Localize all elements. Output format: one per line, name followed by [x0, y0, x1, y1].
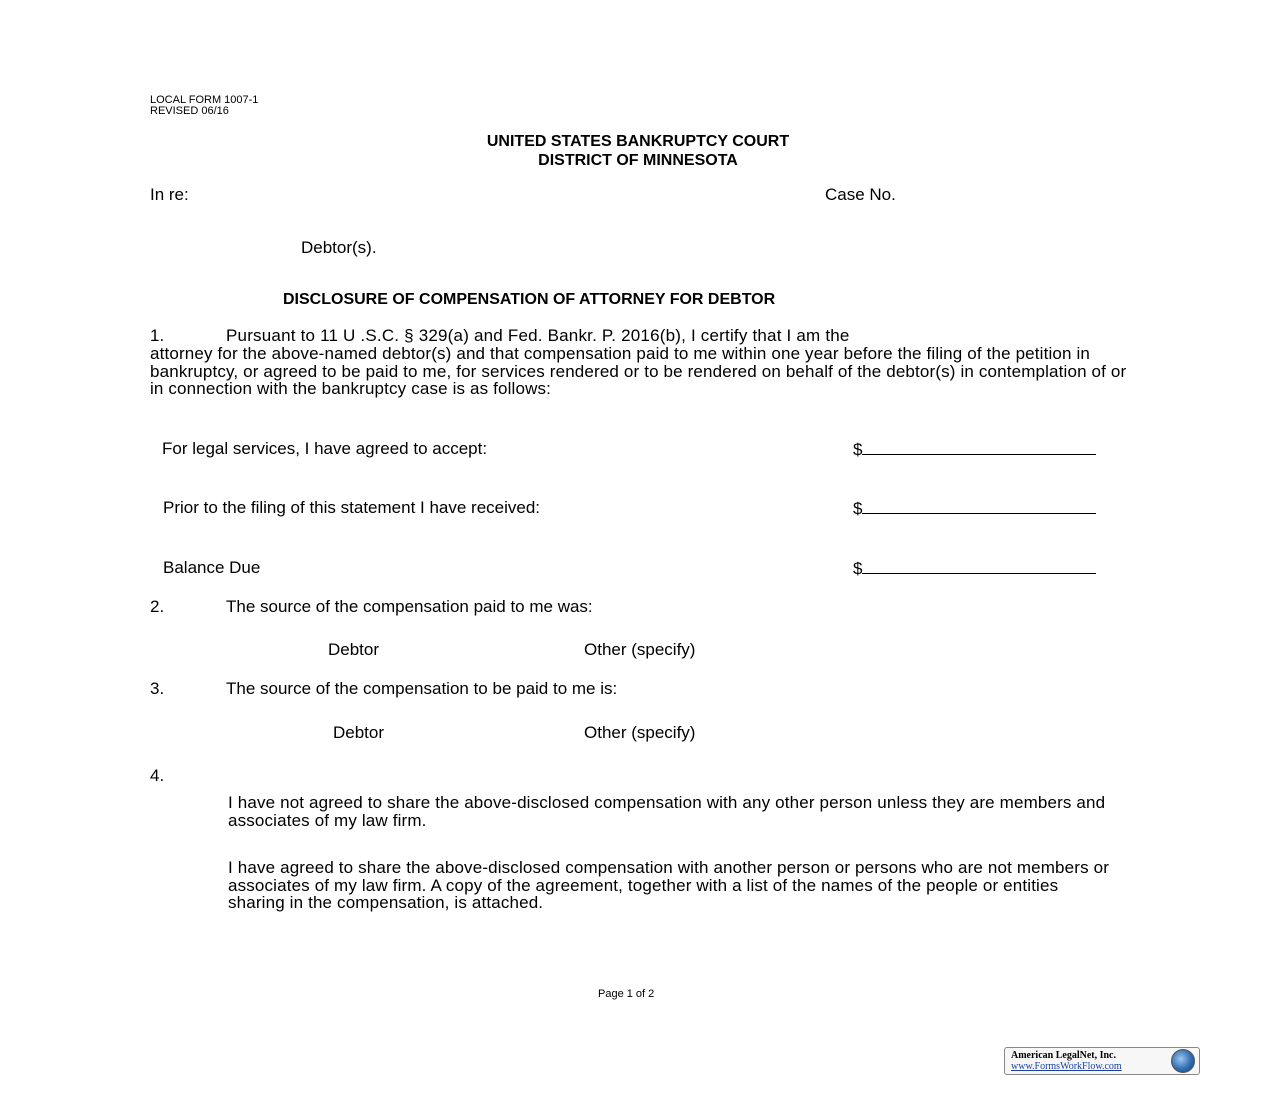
currency-symbol: $	[853, 559, 863, 578]
case-no-label: Case No.	[825, 185, 896, 204]
section3-option-debtor[interactable]: Debtor	[333, 723, 385, 742]
section1-continuation: attorney for the above-named debtor(s) and that compensation paid to me within one year before the filing of the petition in bankruptcy, or agreed to be paid to me, for services rendered or to be rendered on behalf of the debtor(s) in contemplation of or in connection with the bankruptcy case is as follows:	[150, 344, 1127, 398]
amount-blank[interactable]	[862, 559, 1096, 574]
section1-number: 1.	[150, 326, 165, 345]
amount-field-agreed[interactable]	[853, 440, 1096, 459]
globe-icon	[1171, 1049, 1195, 1073]
in-re-label: In re:	[150, 185, 189, 204]
currency-symbol: $	[853, 499, 863, 518]
section2-option-other[interactable]: Other (specify)	[584, 640, 696, 659]
section1-first-line: Pursuant to 11 U .S.C. § 329(a) and Fed. Bankr. P. 2016(b), I certify that I am the	[226, 326, 850, 345]
currency-symbol: $	[853, 440, 863, 459]
section2-number: 2.	[150, 597, 165, 616]
section4-option-shared[interactable]: I have agreed to share the above-disclosed compensation with another person or persons who are not members or associates of my law firm. A copy of the agreement, together with a list of the names of the people or entities sharing in the compensation, is attached.	[228, 858, 1110, 912]
amount-field-received[interactable]	[853, 499, 1096, 518]
publisher-name: American LegalNet, Inc.	[1011, 1050, 1116, 1061]
publisher-url[interactable]: www.FormsWorkFlow.com	[1011, 1061, 1122, 1072]
court-name: UNITED STATES BANKRUPTCY COURT	[486, 133, 790, 150]
section4-number: 4.	[150, 766, 165, 785]
section2-option-debtor[interactable]: Debtor	[328, 640, 380, 659]
form-number: LOCAL FORM 1007-1	[150, 94, 259, 106]
section3-number: 3.	[150, 679, 165, 698]
section4-option-not-shared[interactable]: I have not agreed to share the above-disclosed compensation with any other person unless they are members and associates of my law firm.	[228, 793, 1106, 830]
amount-label-agreed: For legal services, I have agreed to accept:	[162, 439, 488, 458]
court-district: DISTRICT OF MINNESOTA	[538, 152, 738, 169]
amount-blank[interactable]	[862, 499, 1096, 514]
debtor-label: Debtor(s).	[301, 238, 377, 257]
amount-label-balance: Balance Due	[163, 558, 261, 577]
document-title: DISCLOSURE OF COMPENSATION OF ATTORNEY FOR DEBTOR	[283, 291, 776, 308]
revised-date: REVISED 06/16	[150, 105, 229, 117]
publisher-logo	[1004, 1047, 1200, 1075]
section3-option-other[interactable]: Other (specify)	[584, 723, 696, 742]
amount-field-balance[interactable]	[853, 559, 1096, 578]
page-number: Page 1 of 2	[598, 988, 655, 1000]
amount-label-received: Prior to the filing of this statement I have received:	[163, 498, 541, 517]
amount-blank[interactable]	[862, 440, 1096, 455]
section2-text: The source of the compensation paid to me was:	[226, 597, 593, 616]
section3-text: The source of the compensation to be paid to me is:	[226, 679, 618, 698]
